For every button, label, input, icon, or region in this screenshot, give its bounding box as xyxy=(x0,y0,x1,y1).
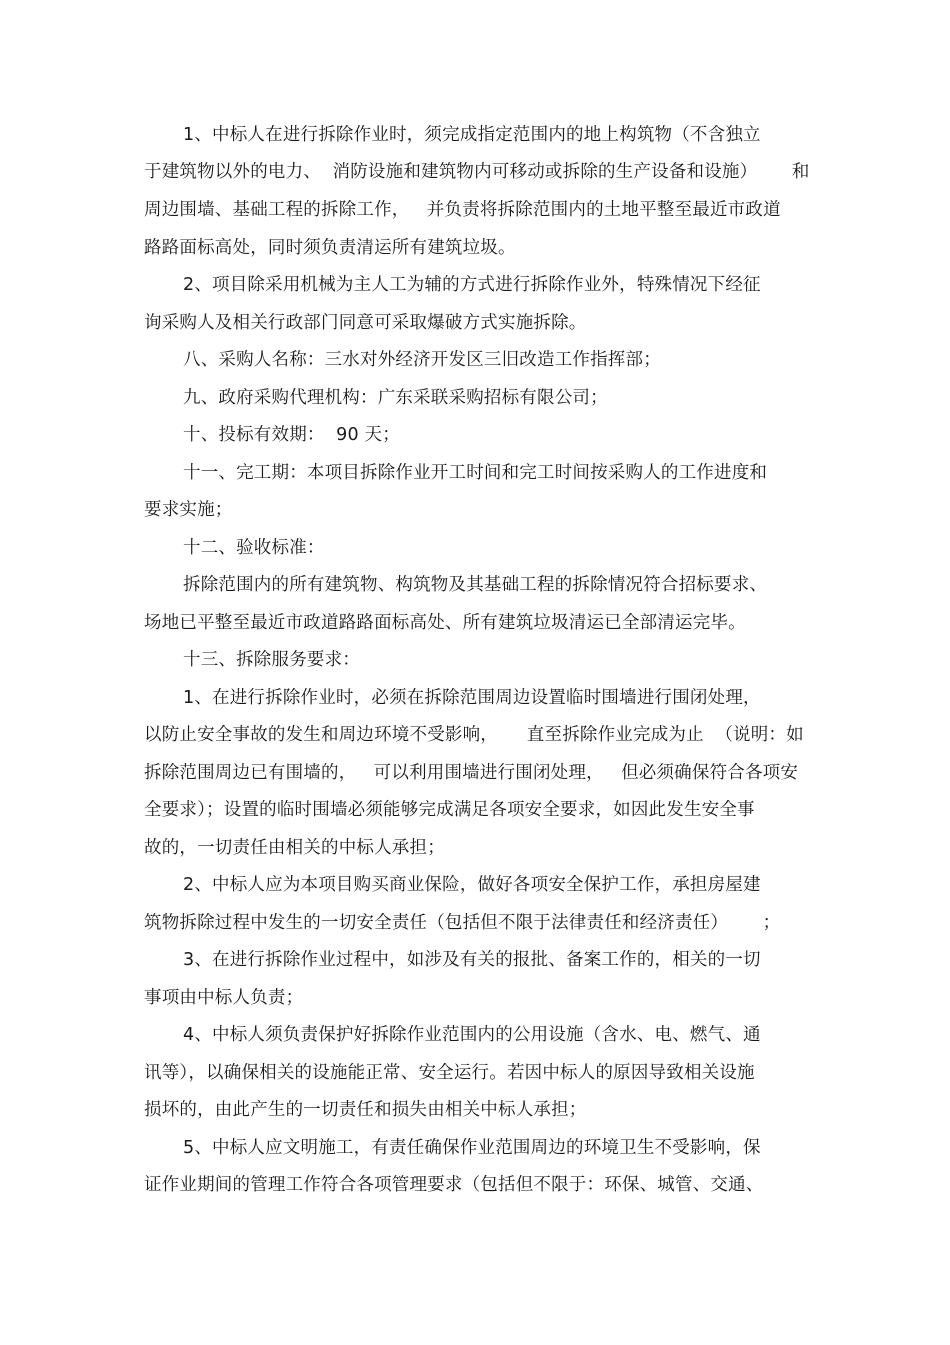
text-line-5: 2、项目除采用机械为主人工为辅的方式进行拆除作业外，特殊情况下经征 xyxy=(183,275,761,295)
text-line-14: 场地已平整至最近市政道路路面标高处、所有建筑垃圾清运已全部清运完毕。 xyxy=(144,613,746,633)
text-line-19: 全要求）；设置的临时围墙必须能够完成满足各项安全要求，如因此发生安全事 xyxy=(144,800,755,820)
text-line-24: 事项由中标人负责； xyxy=(144,988,304,1008)
text-line-9: 十、投标有效期： 90 天； xyxy=(183,425,400,445)
text-line-11: 要求实施； xyxy=(144,500,233,520)
text-line-22: 筑物拆除过程中发生的一切安全责任（包括但不限于法律责任和经济责任） ； xyxy=(144,913,781,933)
text-line-12: 十二、验收标准： xyxy=(183,538,325,558)
text-line-28: 5、中标人应文明施工，有责任确保作业范围周边的环境卫生不受影响，保 xyxy=(183,1138,761,1158)
text-line-23: 3、在进行拆除作业过程中，如涉及有关的报批、备案工作的，相关的一切 xyxy=(183,950,761,970)
text-line-20: 故的，一切责任由相关的中标人承担； xyxy=(144,838,445,858)
text-line-2: 于建筑物以外的电力、 消防设施和建筑物内可移动或拆除的生产设备和设施） 和 xyxy=(144,162,810,182)
text-line-16: 1、在进行拆除作业时，必须在拆除范围周边设置临时围墙进行围闭处理， xyxy=(183,688,761,708)
text-line-26: 讯等），以确保相关的设施能正常、安全运行。若因中标人的原因导致相关设施 xyxy=(144,1063,755,1083)
text-line-18: 拆除范围周边已有围墙的， 可以利用围墙进行围闭处理， 但必须确保符合各项安 xyxy=(144,763,799,783)
text-line-25: 4、中标人须负责保护好拆除作业范围内的公用设施（含水、电、燃气、通 xyxy=(183,1025,761,1045)
text-line-17: 以防止安全事故的发生和周边环境不受影响， 直至拆除作业完成为止 （说明：如 xyxy=(144,725,804,745)
text-line-6: 询采购人及相关行政部门同意可采取爆破方式实施拆除。 xyxy=(144,313,587,333)
text-line-10: 十一、完工期：本项目拆除作业开工时间和完工时间按采购人的工作进度和 xyxy=(183,463,768,483)
text-line-4: 路路面标高处，同时须负责清运所有建筑垃圾。 xyxy=(144,238,516,258)
text-line-1: 1、中标人在进行拆除作业时，须完成指定范围内的地上构筑物（不含独立 xyxy=(183,125,761,145)
text-line-8: 九、政府采购代理机构：广东采联采购招标有限公司； xyxy=(183,388,608,408)
text-line-27: 损坏的，由此产生的一切责任和损失由相关中标人承担； xyxy=(144,1100,587,1120)
text-line-15: 十三、拆除服务要求： xyxy=(183,650,360,670)
text-line-29: 证作业期间的管理工作符合各项管理要求（包括但不限于：环保、城管、交通、 xyxy=(144,1175,764,1195)
text-line-7: 八、采购人名称：三水对外经济开发区三旧改造工作指挥部； xyxy=(183,350,661,370)
text-line-3: 周边围墙、基础工程的拆除工作， 并负责将拆除范围内的土地平整至最近市政道 xyxy=(144,200,781,220)
text-line-21: 2、中标人应为本项目购买商业保险，做好各项安全保护工作，承担房屋建 xyxy=(183,875,761,895)
text-line-13: 拆除范围内的所有建筑物、构筑物及其基础工程的拆除情况符合招标要求、 xyxy=(183,575,768,595)
